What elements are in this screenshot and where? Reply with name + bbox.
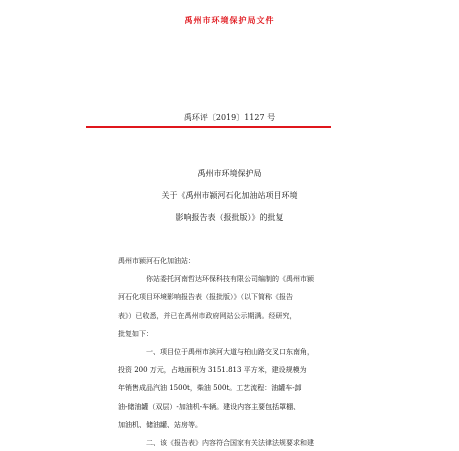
body-line: 河石化项目环境影响报告表（报批版）》（以下简称《报告 [118,293,293,301]
body-line: 一、项目位于禹州市滨河大道与柏山路交叉口东南角， [146,348,314,356]
addressee: 禹州市颍河石化加油站： [118,257,195,265]
body-line: 投资 200 万元，占地面积为 3151.813 平方米，建设规模为 [118,366,307,374]
body-line: 加油机、储油罐、站房等。 [118,421,202,429]
body-line: 你站委托河南哲达环保科技有限公司编制的《禹州市颍 [146,275,314,283]
letterhead-title: 禹州市环境保护局文件 [184,15,275,25]
issuer-title: 禹州市环境保护局 [197,169,262,178]
subject-title-line-1: 关于《禹州市颍河石化加油站项目环境 [161,191,298,200]
subject-title-line-2: 影响报告表（报批版）》的批复 [175,213,284,222]
body-line: 年销售成品汽油 1500t，柴油 500t。工艺流程：油罐车-卸 [118,384,302,392]
body-line: 表》）已收悉，并已在禹州市政府网站公示期满。经研究， [118,312,297,320]
document-number: 禹环评〔2019〕1127 号 [183,113,276,122]
body-line: 二、该《报告表》内容符合国家有关法律法规要求和建 [146,439,314,447]
body-line: 批复如下： [118,330,153,338]
body-line: 油-储油罐（双层）-加油机-车辆。建设内容主要包括罩棚、 [118,403,301,411]
red-divider-line [86,126,331,128]
